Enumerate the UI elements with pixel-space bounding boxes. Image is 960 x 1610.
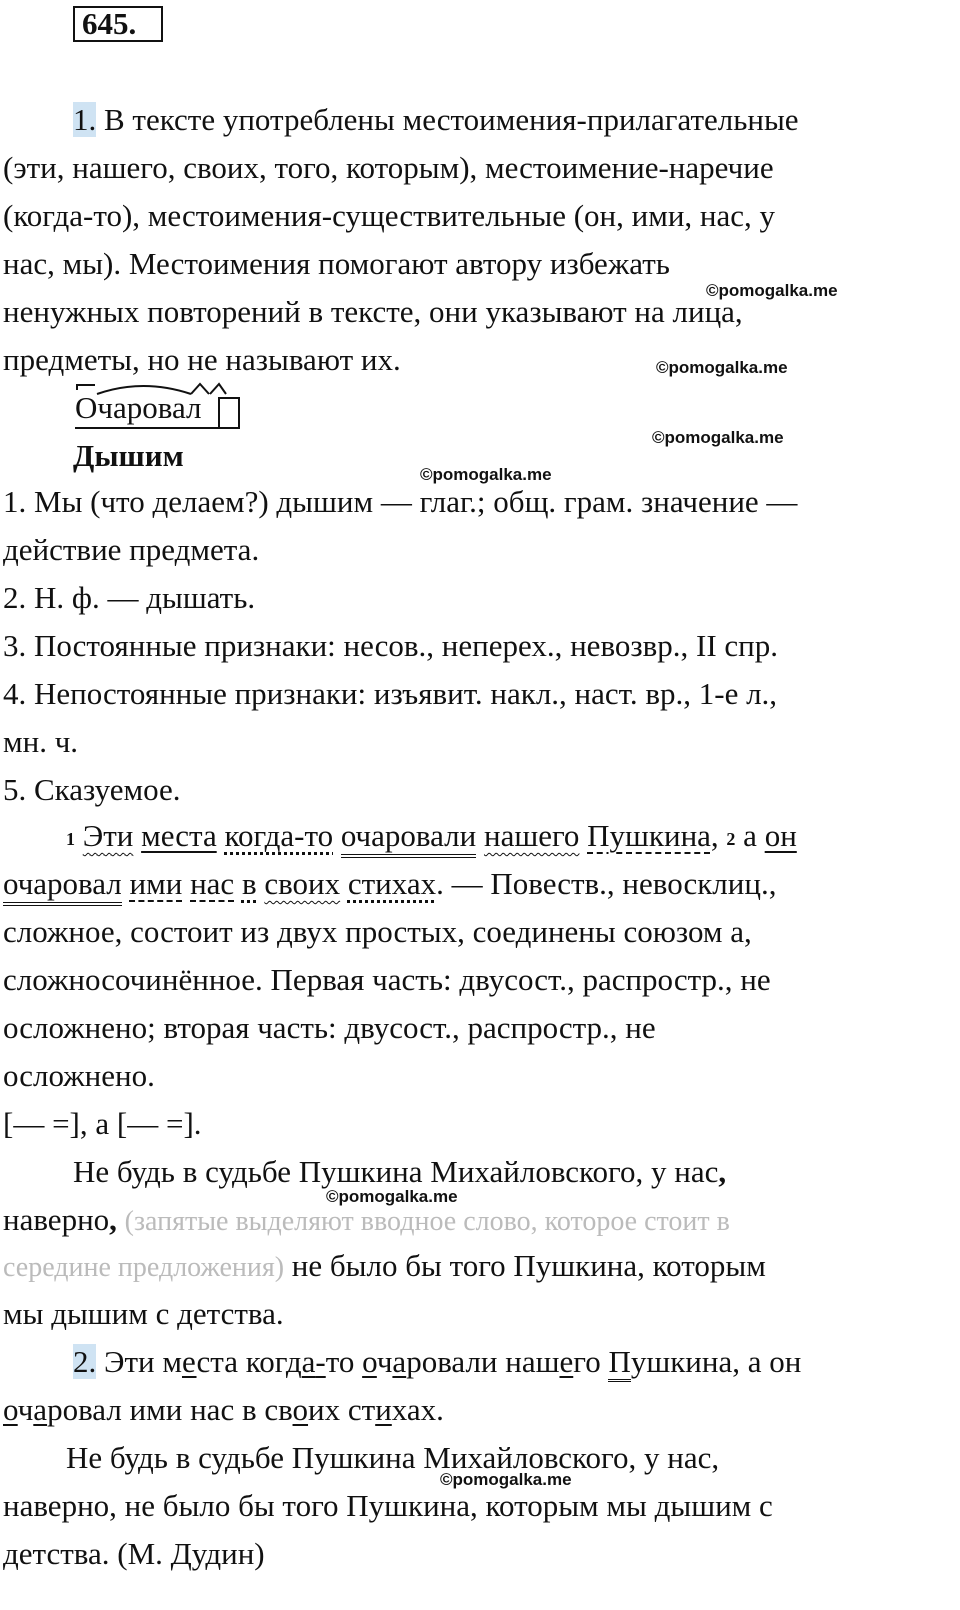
watermark: ©pomogalka.me	[440, 1470, 572, 1489]
part1-line-5: ненужных повторений в тексте, они указывают на лица,	[3, 294, 743, 329]
part2-line-2: очаровал ими нас в своих стихах.	[3, 1392, 444, 1427]
comma-note-end: середине предложения)	[3, 1252, 285, 1283]
sentence2-line-3: середине предложения) не было бы того Пушкина, которым	[3, 1248, 766, 1283]
morpheme-word: Очаровал	[75, 390, 202, 425]
sentence1-line-5: осложнено; вторая часть: двусост., распростр., не	[3, 1010, 656, 1045]
part2-line-5: детства. (М. Дудин)	[3, 1536, 265, 1571]
watermark: ©pomogalka.me	[706, 281, 838, 300]
analysis-line-4: 3. Постоянные признаки: несов., неперех., невозвр., II спр.	[3, 628, 778, 663]
sentence2-line-2: наверно, (запятые выделяют вводное слово, которое стоит в	[3, 1202, 730, 1237]
morpheme-analysis	[73, 382, 253, 432]
part1-line-2: (эти, нашего, своих, того, которым), местоимение-наречие	[3, 150, 774, 185]
part1-line-1: 1. В тексте употреблены местоимения-прилагательные	[73, 102, 799, 137]
part2-line-3: Не будь в судьбе Пушкина Михайловского, у нас,	[66, 1440, 720, 1475]
part2-line-4: наверно, не было бы того Пушкина, которым мы дышим с	[3, 1488, 773, 1523]
analysis-line-5: 4. Непостоянные признаки: изъявит. накл., наст. вр., 1-е л.,	[3, 676, 778, 711]
sentence2-line-4: мы дышим с детства.	[3, 1296, 284, 1331]
analysis-line-3: 2. Н. ф. — дышать.	[3, 580, 256, 615]
sentence1-line-1: 1 Эти места когда-то очаровали нашего Пушкина, 2 а он	[66, 816, 797, 859]
part1-line-3: (когда-то), местоимения-существительные (он, ими, нас, у	[3, 198, 776, 233]
part1-line-4: нас, мы). Местоимения помогают автору избежать	[3, 246, 670, 281]
watermark: ©pomogalka.me	[656, 358, 788, 377]
analysis-heading: Дышим	[73, 438, 184, 473]
watermark: ©pomogalka.me	[420, 465, 552, 484]
sentence2-line-1: Не будь в судьбе Пушкина Михайловского, у нас,	[73, 1154, 727, 1189]
sentence1-line-4: сложносочинённое. Первая часть: двусост., распростр., не	[3, 962, 771, 997]
comma-note: (запятые выделяют вводное слово, которое стоит в	[124, 1206, 730, 1237]
suffix-mark-2	[210, 384, 226, 394]
sentence1-line-6: осложнено.	[3, 1058, 155, 1093]
watermark: ©pomogalka.me	[652, 428, 784, 447]
analysis-line-7: 5. Сказуемое.	[3, 772, 181, 807]
analysis-line-6: мн. ч.	[3, 724, 79, 759]
sentence1-line-2: очаровал ими нас в своих стихах. — Повеств., невосклиц.,	[3, 864, 776, 904]
sentence1-line-3: сложное, состоит из двух простых, соединены союзом а,	[3, 914, 752, 949]
sentence1-scheme: [— =], а [— =].	[3, 1106, 202, 1141]
analysis-line-2: действие предмета.	[3, 532, 260, 567]
part1-line-6: предметы, но не называют их.	[3, 342, 401, 377]
ending-box	[219, 398, 239, 428]
part2-line-1: 2. Эти места когда-то очаровали нашего Пушкина, а он	[73, 1342, 801, 1382]
part2-marker: 2.	[73, 1344, 97, 1379]
watermark: ©pomogalka.me	[326, 1187, 458, 1206]
part1-marker: 1.	[73, 102, 97, 137]
exercise-number: 645.	[73, 6, 163, 42]
analysis-line-1: 1. Мы (что делаем?) дышим — глаг.; общ. грам. значение —	[3, 484, 798, 519]
